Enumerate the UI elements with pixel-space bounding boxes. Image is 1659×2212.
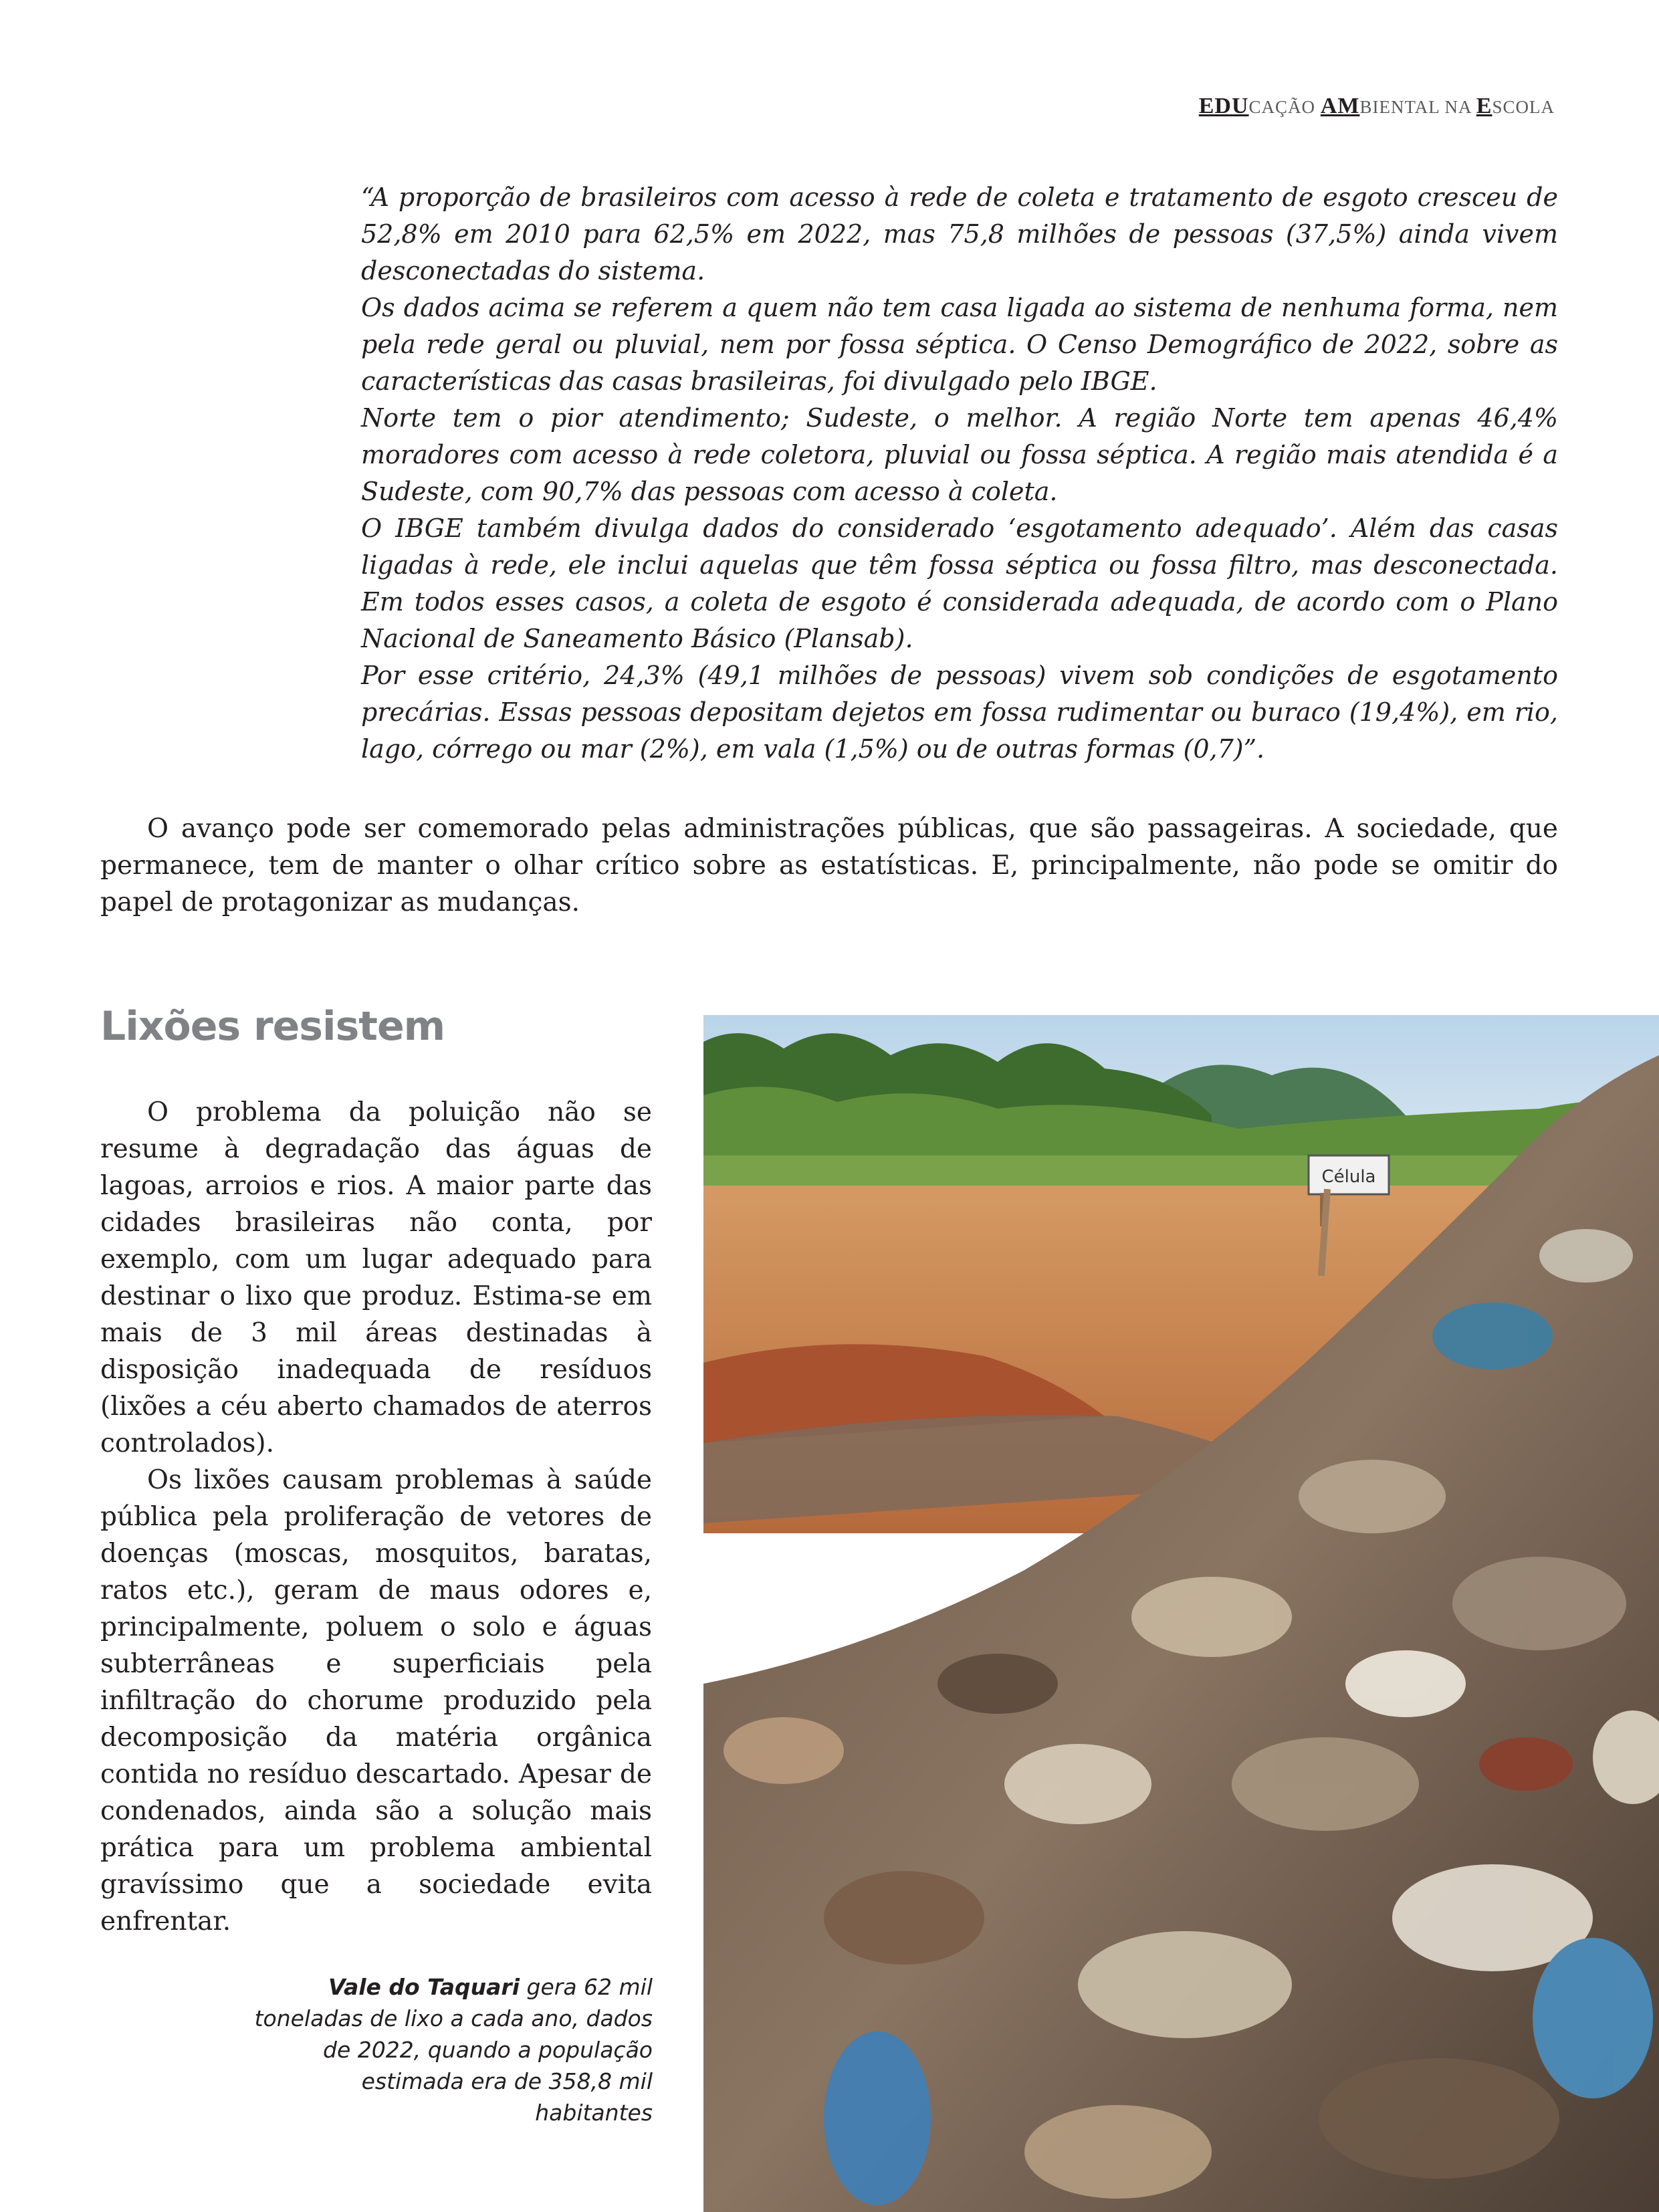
- quote-block: [361, 179, 1558, 768]
- section-title: Lixões resistem: [100, 1003, 445, 1050]
- photo-sign-text: Célula: [1321, 1167, 1376, 1187]
- section-paragraph: O problema da poluição não se resume à degradação das águas de lagoas, arroios e rios. A maior parte das cidades brasileiras não conta, por exemplo, com um lugar adequado para destinar o lixo que produz. Estima-se em mais de 3 mil áreas destinadas à disposição inadequada de resíduos (lixões a céu aberto chamados de aterros controlados).: [100, 1097, 652, 1458]
- quote-paragraph: O IBGE também divulga dados do considerado ‘esgotamento adequado’. Além das casas ligadas à rede, ele inclui aquelas que têm fossa séptica ou fossa filtro, mas desconectada. Em todos esses casos, a coleta de esgoto é considerada adequada, de acordo com o Plano Nacional de Saneamento Básico (Plansab).: [361, 514, 1558, 653]
- running-header: EDUCAÇÃO AMBIENTAL NA ESCOLA: [1198, 94, 1555, 118]
- caption-text: gera 62 mil toneladas de lixo a cada ano, dados de 2022, quando a população estimada era de 358,8 mil habitantes: [254, 1974, 653, 2126]
- caption-bold: Vale do Taquari: [328, 1974, 520, 2000]
- section-text-column: [100, 1094, 652, 1940]
- section-paragraph: Os lixões causam problemas à saúde pública pela proliferação de vetores de doenças (moscas, mosquitos, baratas, ratos etc.), geram de maus odores e, principalmente, poluem o solo e águas subterrâneas e superficiais pela infiltração do chorume produzido pela decomposição da matéria orgânica contida no resíduo descartado. Apesar de condenados, ainda são a solução mais prática para um problema ambiental gravíssimo que a sociedade evita enfrentar.: [100, 1465, 652, 1937]
- body-paragraph: O avanço pode ser comemorado pelas administrações públicas, que são passageiras. A sociedade, que permanece, tem de manter o olhar crítico sobre as estatísticas. E, principalmente, não pode se omitir do papel de protagonizar as mudanças.: [100, 814, 1558, 917]
- landfill-photo-illustration: [703, 1015, 1659, 2212]
- landfill-photo: [703, 1015, 1659, 2212]
- quote-paragraph: Os dados acima se referem a quem não tem casa ligada ao sistema de nenhuma forma, nem pela rede geral ou pluvial, nem por fossa séptica. O Censo Demográfico de 2022, sobre as características das casas brasileiras, foi divulgado pelo IBGE.: [361, 293, 1558, 396]
- quote-paragraph: “A proporção de brasileiros com acesso à rede de coleta e tratamento de esgoto cresceu de 52,8% em 2010 para 62,5% em 2022, mas 75,8 milhões de pessoas (37,5%) ainda vivem desconectadas do sistema.: [361, 183, 1558, 286]
- quote-paragraph: Norte tem o pior atendimento; Sudeste, o melhor. A região Norte tem apenas 46,4% moradores com acesso à rede coletora, pluvial ou fossa séptica. A região mais atendida é a Sudeste, com 90,7% das pessoas com acesso à coleta.: [361, 403, 1558, 506]
- quote-paragraph: Por esse critério, 24,3% (49,1 milhões de pessoas) vivem sob condições de esgotamento precárias. Essas pessoas depositam dejetos em fossa rudimentar ou buraco (19,4%), em rio, lago, córrego ou mar (2%), em vala (1,5%) ou de outras formas (0,7)”.: [361, 661, 1558, 764]
- photo-caption: [241, 1971, 653, 2128]
